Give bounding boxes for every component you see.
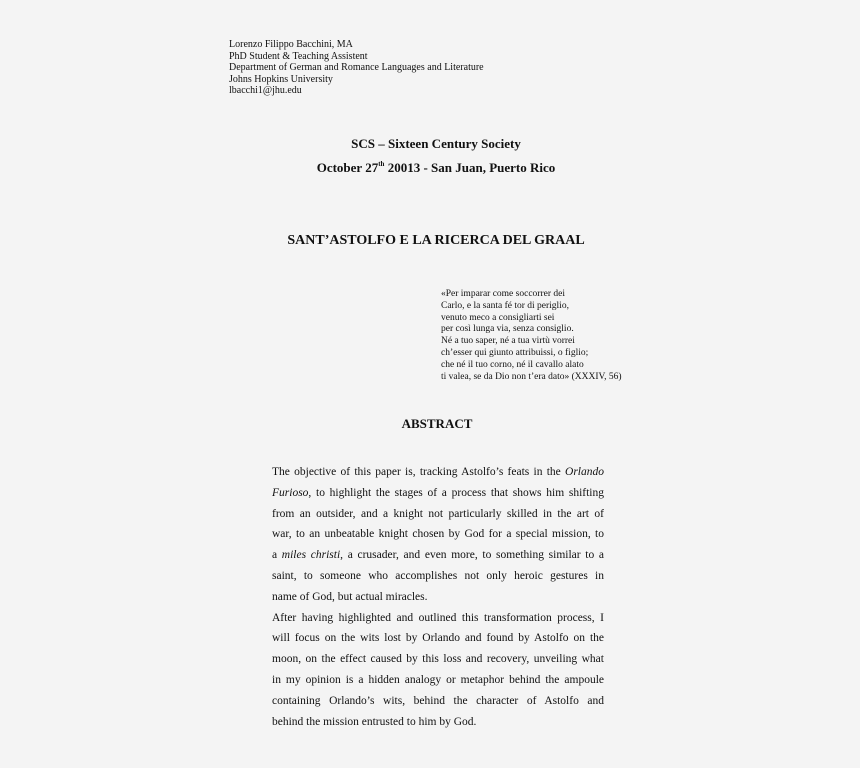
author-university: Johns Hopkins University [229,73,333,85]
abstract-italic: Furioso [272,486,309,499]
conference-name: SCS – Sixteen Century Society [351,136,521,151]
author-department: Department of German and Romance Languages and Literature [229,62,484,74]
abstract-line: behind the mission entrusted to him by God. [272,715,477,728]
abstract-italic: miles christi [281,549,341,562]
epigraph-line: venuto meco a consigliarti sei [441,312,555,323]
epigraph-quote [441,289,622,383]
abstract-line: containing Orlando’s wits, behind the character of Astolfo and [272,694,604,707]
abstract-text: , a crusader, and even more, to something similar to a [340,549,604,562]
conference-date-prefix: October 27 [316,160,379,175]
epigraph-line: ch’esser qui giunto attribuissi, o figlio; [441,347,589,358]
author-role: PhD Student & Teaching Assistent [229,50,368,62]
abstract-line: moon, on the effect caused by this loss and recovery, unveiling what [272,653,604,666]
abstract-body [272,462,604,732]
author-email: lbacchi1@jhu.edu [229,85,302,97]
paper-title: SANT’ASTOLFO E LA RICERCA DEL GRAAL [287,233,585,248]
epigraph-line: Né a tuo saper, né a tua virtù vorrei [441,336,575,347]
epigraph-line: per così lunga via, senza consiglio. [441,324,574,335]
abstract-line: name of God, but actual miracles. [272,590,428,603]
abstract-line: saint, to someone who accomplishes not only heroic gestures in [272,569,604,582]
epigraph-line: Carlo, e la santa fé tor di periglio, [441,300,569,311]
abstract-line [272,462,604,483]
abstract-line: from an outsider, and a knight not particularly skilled in the art of [272,507,604,520]
abstract-line: will focus on the wits lost by Orlando and found by Astolfo on the [272,632,604,645]
conference-date-location [0,160,860,176]
epigraph-line: «Per imparar come soccorrer dei [441,289,565,299]
epigraph-line: che né il tuo corno, né il cavallo alato [441,359,584,370]
abstract-text: The objective of this paper is, tracking Astolfo’s feats in the [272,466,566,478]
author-name: Lorenzo Filippo Bacchini, MA [229,39,353,50]
abstract-line [272,483,604,504]
abstract-line: war, to an unbeatable knight chosen by God for a special mission, to [272,528,604,541]
abstract-italic: Orlando [565,466,604,478]
abstract-line [272,545,604,566]
epigraph-line: ti valea, se da Dio non t’era dato» (XXXIV, 56) [441,371,622,382]
conference-date-ordinal: th [378,160,385,168]
abstract-text: , to highlight the stages of a process that shows him shifting [308,486,604,499]
abstract-text: a [272,549,282,562]
abstract-line: After having highlighted and outlined this transformation process, I [272,611,604,624]
abstract-heading: ABSTRACT [401,416,473,431]
conference-date-rest: 20013 - San Juan, Puerto Rico [384,160,556,175]
abstract-line: in my opinion is a hidden analogy or metaphor behind the ampoule [272,673,604,686]
author-block [229,39,484,97]
